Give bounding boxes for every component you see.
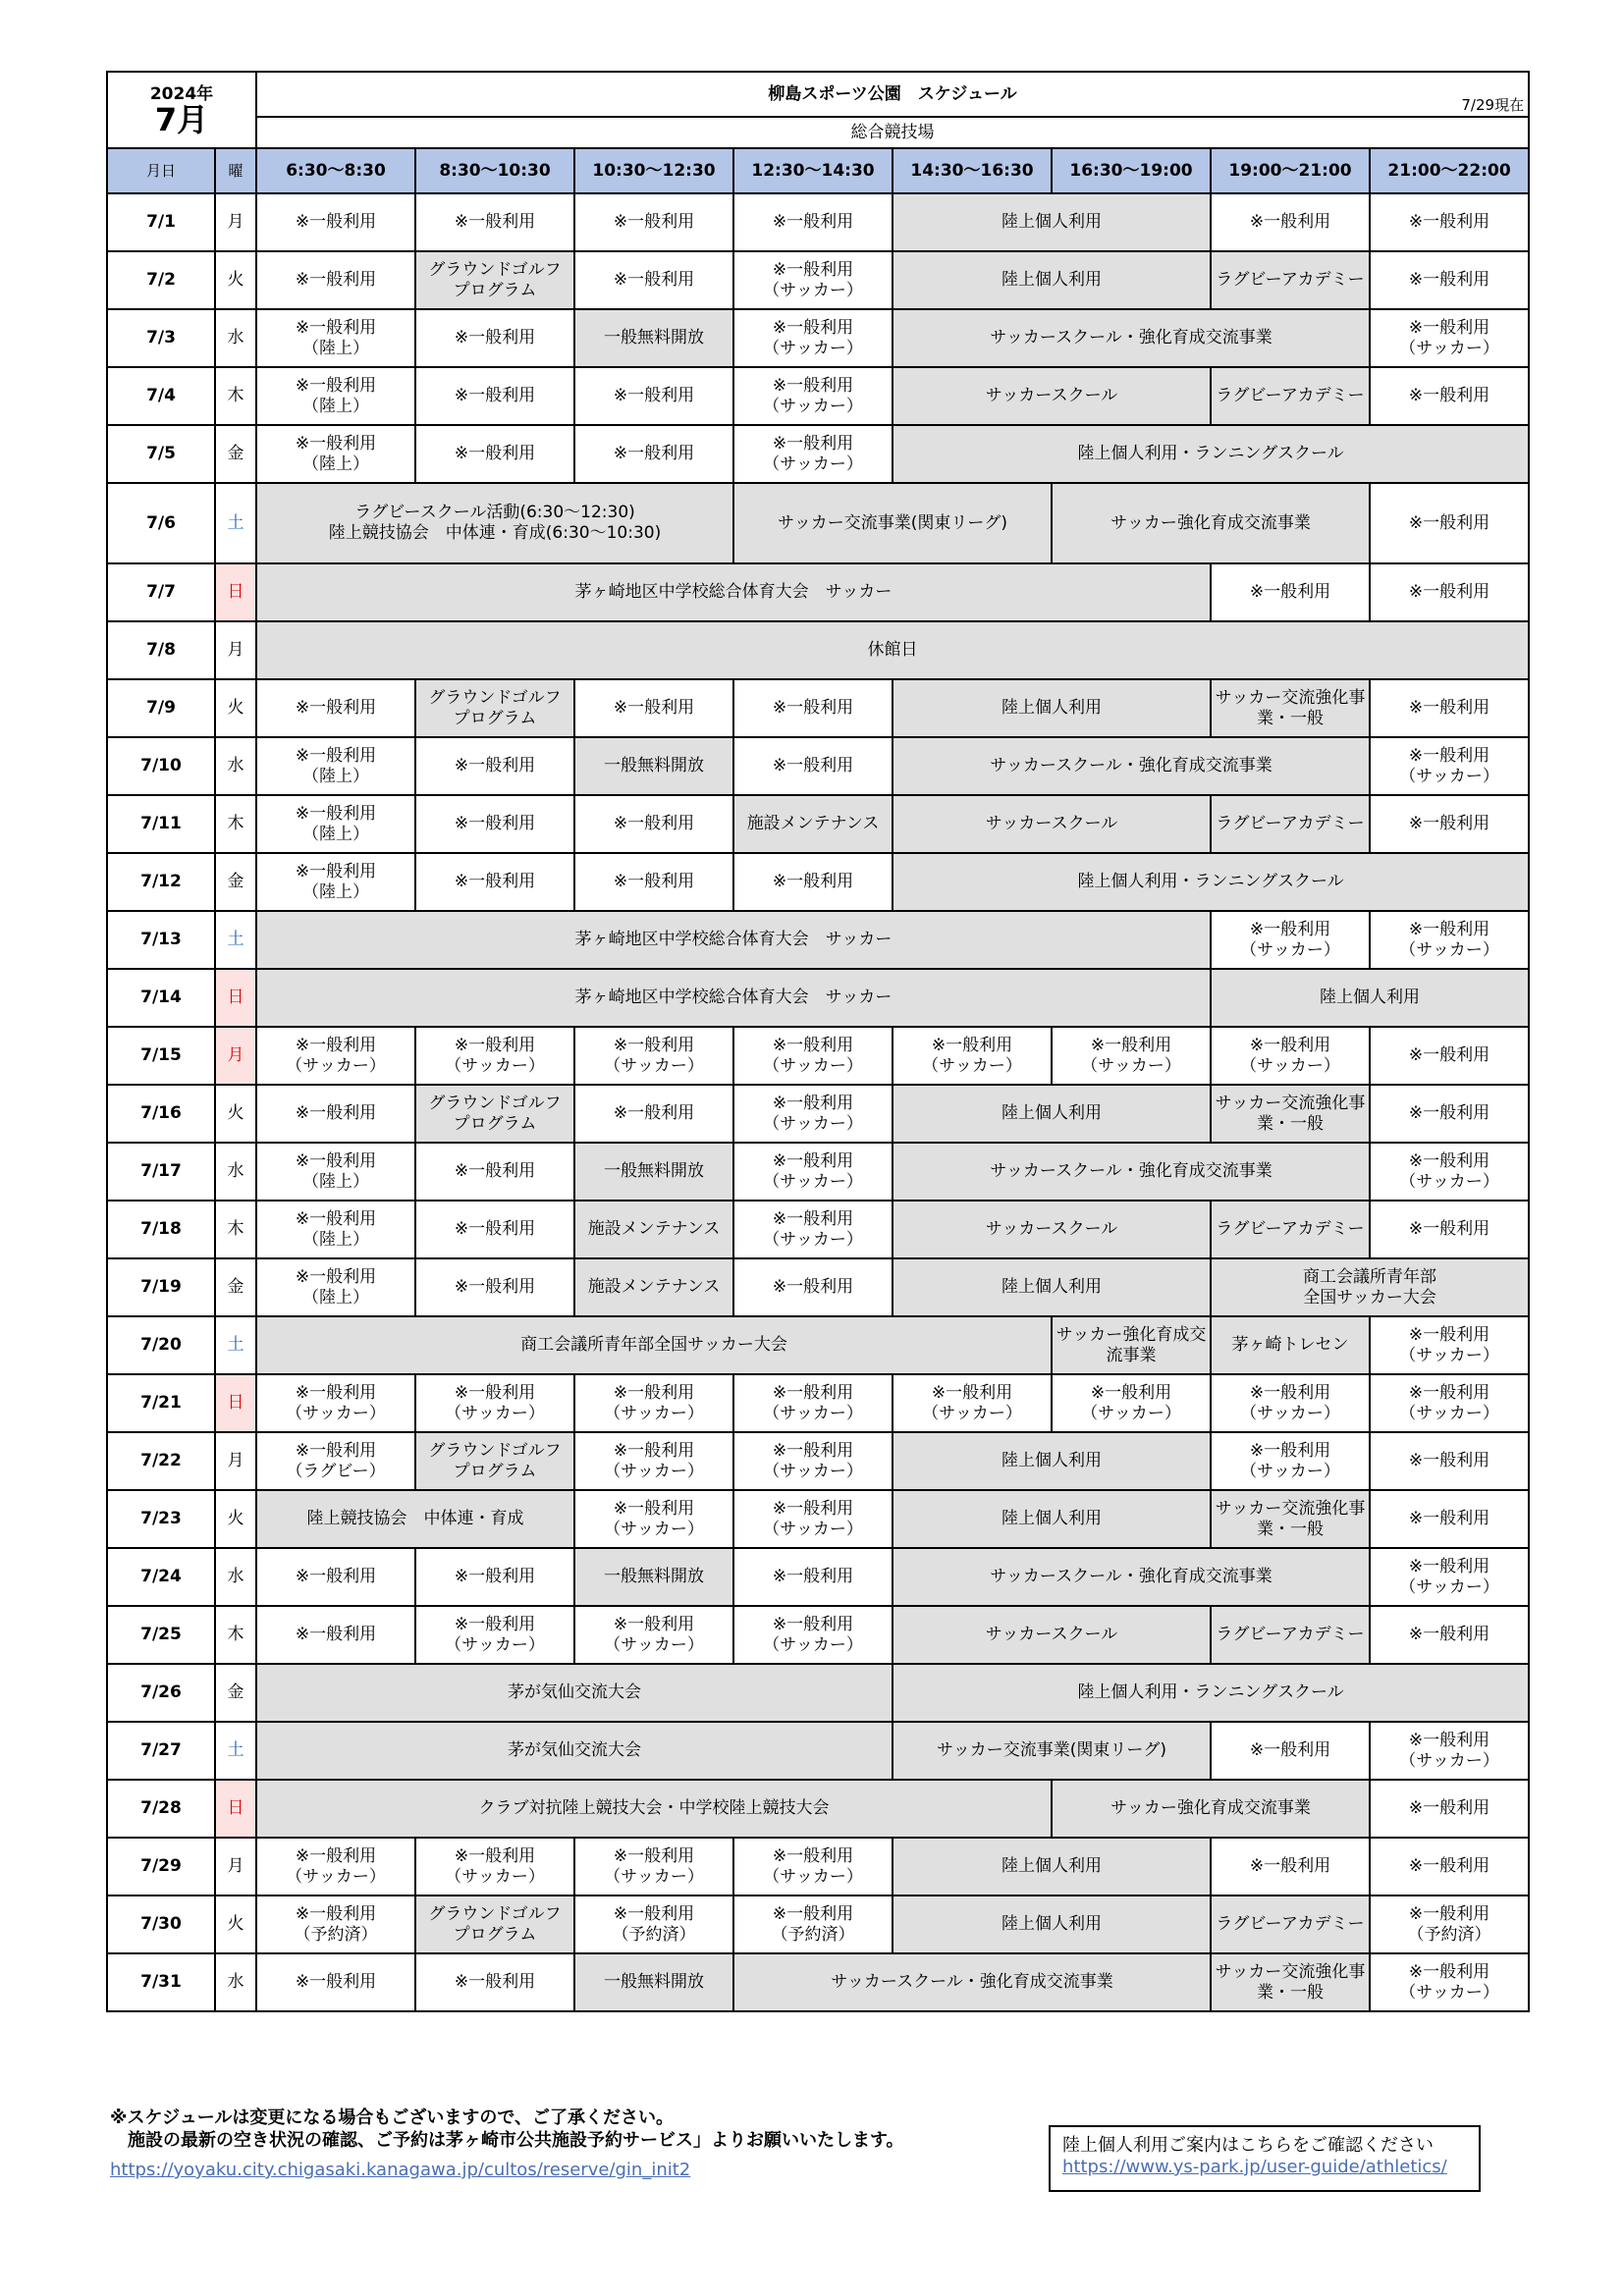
row-date: 7/17 (107, 1143, 215, 1201)
schedule-cell: ラグビーアカデミー (1211, 367, 1370, 425)
row-date: 7/4 (107, 367, 215, 425)
schedule-cell: サッカースクール (893, 1201, 1211, 1258)
schedule-cell: ※一般利用 （サッカー） (574, 1374, 733, 1432)
schedule-cell: ※一般利用 (733, 1258, 893, 1316)
schedule-cell: ※一般利用 （サッカー） (733, 309, 893, 367)
schedule-cell: 商工会議所青年部全国サッカー大会 (256, 1316, 1052, 1374)
schedule-cell: ※一般利用 (1370, 367, 1529, 425)
schedule-cell: 陸上個人利用 (893, 1432, 1211, 1490)
schedule-row (107, 795, 1529, 853)
schedule-cell: 陸上個人利用 (893, 1085, 1211, 1143)
schedule-cell: ※一般利用 （サッカー） (1211, 1432, 1370, 1490)
schedule-cell: ※一般利用 （サッカー） (256, 1838, 415, 1896)
row-date: 7/30 (107, 1896, 215, 1953)
title-text: 柳島スポーツ公園 スケジュール (768, 83, 1017, 104)
schedule-cell: サッカー強化育成交流事業 (1052, 1780, 1370, 1838)
schedule-cell: サッカー交流強化事業・一般 (1211, 1085, 1370, 1143)
row-weekday: 月 (215, 621, 256, 679)
row-weekday: 水 (215, 1548, 256, 1606)
row-date: 7/11 (107, 795, 215, 853)
schedule-cell: ※一般利用 （サッカー） (574, 1432, 733, 1490)
schedule-cell: ※一般利用 (574, 251, 733, 309)
schedule-cell: 一般無料開放 (574, 1548, 733, 1606)
schedule-cell: ※一般利用 (733, 679, 893, 737)
schedule-cell: 一般無料開放 (574, 737, 733, 795)
schedule-cell: 一般無料開放 (574, 309, 733, 367)
schedule-cell: ラグビースクール活動(6:30～12:30) 陸上競技協会 中体連・育成(6:30～10:30) (256, 483, 733, 563)
schedule-cell: ※一般利用 （サッカー） (415, 1606, 574, 1664)
schedule-cell: ※一般利用 （サッカー） (733, 1490, 893, 1548)
row-weekday: 火 (215, 1896, 256, 1953)
row-date: 7/28 (107, 1780, 215, 1838)
facility-name: 総合競技場 (256, 117, 1529, 148)
schedule-cell: ※一般利用 （陸上） (256, 853, 415, 911)
schedule-row (107, 1896, 1529, 1953)
schedule-cell: ※一般利用 (256, 679, 415, 737)
schedule-cell: ※一般利用 （陸上） (256, 367, 415, 425)
row-weekday: 火 (215, 679, 256, 737)
row-date: 7/9 (107, 679, 215, 737)
header-slot: 6:30～8:30 (256, 148, 415, 193)
schedule-row (107, 367, 1529, 425)
row-date: 7/19 (107, 1258, 215, 1316)
schedule-cell: 陸上個人利用 (893, 1258, 1211, 1316)
schedule-cell: ※一般利用 （サッカー） (733, 1432, 893, 1490)
schedule-cell: ※一般利用 （サッカー） (1211, 1027, 1370, 1085)
schedule-cell: ※一般利用 (1370, 1085, 1529, 1143)
schedule-cell: ※一般利用 （サッカー） (733, 1201, 893, 1258)
row-date: 7/26 (107, 1664, 215, 1722)
row-date: 7/14 (107, 969, 215, 1027)
schedule-cell: 一般無料開放 (574, 1143, 733, 1201)
schedule-cell: 休館日 (256, 621, 1529, 679)
schedule-cell: ※一般利用 （陸上） (256, 425, 415, 483)
row-date: 7/22 (107, 1432, 215, 1490)
schedule-cell: ※一般利用 （サッカー） (415, 1374, 574, 1432)
schedule-row (107, 193, 1529, 251)
schedule-cell: ※一般利用 (415, 1201, 574, 1258)
schedule-cell: ※一般利用 （サッカー） (1211, 1374, 1370, 1432)
row-date: 7/2 (107, 251, 215, 309)
schedule-cell: 茅ヶ崎地区中学校総合体育大会 サッカー (256, 969, 1211, 1027)
schedule-cell: ※一般利用 （サッカー） (574, 1027, 733, 1085)
schedule-cell: ※一般利用 (256, 1953, 415, 2011)
schedule-cell: ※一般利用 （陸上） (256, 1143, 415, 1201)
schedule-cell: 施設メンテナンス (733, 795, 893, 853)
schedule-cell: グラウンドゴルフ プログラム (415, 1432, 574, 1490)
schedule-cell: ※一般利用 (1370, 679, 1529, 737)
schedule-cell: 茅ヶ崎トレセン (1211, 1316, 1370, 1374)
header-slot: 21:00～22:00 (1370, 148, 1529, 193)
row-weekday: 土 (215, 1316, 256, 1374)
schedule-cell: 施設メンテナンス (574, 1258, 733, 1316)
schedule-cell: ※一般利用 （サッカー） (733, 1838, 893, 1896)
schedule-cell: ※一般利用 （サッカー） (1052, 1027, 1211, 1085)
schedule-cell: 陸上個人利用・ランニングスクール (893, 425, 1529, 483)
schedule-cell: ラグビーアカデミー (1211, 1606, 1370, 1664)
schedule-cell: サッカー交流事業(関東リーグ) (733, 483, 1052, 563)
row-weekday: 金 (215, 425, 256, 483)
row-date: 7/13 (107, 911, 215, 969)
schedule-row (107, 853, 1529, 911)
schedule-row (107, 1316, 1529, 1374)
schedule-cell: ※一般利用 （サッカー） (1370, 309, 1529, 367)
schedule-row (107, 621, 1529, 679)
schedule-row (107, 251, 1529, 309)
schedule-cell: 茅ヶ崎地区中学校総合体育大会 サッカー (256, 563, 1211, 621)
schedule-cell: 陸上個人利用 (893, 679, 1211, 737)
schedule-cell: ※一般利用 （陸上） (256, 1201, 415, 1258)
schedule-cell: 陸上個人利用 (893, 193, 1211, 251)
row-weekday: 土 (215, 1722, 256, 1780)
row-date: 7/8 (107, 621, 215, 679)
schedule-cell: ※一般利用 （サッカー） (574, 1838, 733, 1896)
schedule-cell: ※一般利用 (1370, 795, 1529, 853)
schedule-cell: ※一般利用 （予約済） (1370, 1896, 1529, 1953)
schedule-row (107, 1953, 1529, 2011)
schedule-row (107, 563, 1529, 621)
schedule-cell: 陸上個人利用 (893, 1490, 1211, 1548)
schedule-cell: ※一般利用 (415, 309, 574, 367)
schedule-cell: ※一般利用 (1370, 1490, 1529, 1548)
row-weekday: 水 (215, 1953, 256, 2011)
schedule-cell: 茅ヶ崎地区中学校総合体育大会 サッカー (256, 911, 1211, 969)
schedule-cell: ※一般利用 (733, 853, 893, 911)
row-date: 7/24 (107, 1548, 215, 1606)
year-month-cell (107, 72, 256, 148)
schedule-cell: ※一般利用 （サッカー） (733, 251, 893, 309)
schedule-cell: 陸上個人利用 (893, 1896, 1211, 1953)
schedule-row (107, 1201, 1529, 1258)
schedule-cell: ※一般利用 （サッカー） (1370, 1374, 1529, 1432)
row-date: 7/25 (107, 1606, 215, 1664)
schedule-row (107, 309, 1529, 367)
schedule-cell: ※一般利用 (574, 367, 733, 425)
schedule-cell: ※一般利用 （サッカー） (415, 1838, 574, 1896)
schedule-cell: ※一般利用 （予約済） (256, 1896, 415, 1953)
row-weekday: 土 (215, 483, 256, 563)
month-label: 7月 (154, 101, 209, 139)
row-date: 7/20 (107, 1316, 215, 1374)
row-weekday: 火 (215, 251, 256, 309)
schedule-cell: 陸上個人利用・ランニングスクール (893, 1664, 1529, 1722)
row-date: 7/10 (107, 737, 215, 795)
schedule-cell: 陸上競技協会 中体連・育成 (256, 1490, 574, 1548)
schedule-cell: ※一般利用 （陸上） (256, 737, 415, 795)
schedule-cell: ※一般利用 （サッカー） (1211, 911, 1370, 969)
schedule-cell: ※一般利用 (574, 193, 733, 251)
schedule-cell: 陸上個人利用 (1211, 969, 1529, 1027)
schedule-cell: ラグビーアカデミー (1211, 795, 1370, 853)
schedule-cell: サッカースクール・強化育成交流事業 (733, 1953, 1211, 2011)
schedule-cell: 一般無料開放 (574, 1953, 733, 2011)
schedule-cell: ※一般利用 (1211, 563, 1370, 621)
schedule-cell: ※一般利用 (415, 1548, 574, 1606)
schedule-cell: ※一般利用 (574, 853, 733, 911)
schedule-cell: ※一般利用 （サッカー） (1370, 1953, 1529, 2011)
row-weekday: 水 (215, 1143, 256, 1201)
row-weekday: 金 (215, 853, 256, 911)
schedule-cell: ※一般利用 （サッカー） (1370, 1316, 1529, 1374)
schedule-cell: ※一般利用 (1370, 1432, 1529, 1490)
schedule-cell: ※一般利用 （サッカー） (256, 1374, 415, 1432)
schedule-cell: ※一般利用 （サッカー） (1370, 1143, 1529, 1201)
schedule-cell: ※一般利用 (415, 1143, 574, 1201)
row-weekday: 木 (215, 1606, 256, 1664)
schedule-cell: ※一般利用 (1211, 1838, 1370, 1896)
schedule-cell: ※一般利用 (1370, 1201, 1529, 1258)
row-weekday: 火 (215, 1085, 256, 1143)
info-box-text: 陸上個人利用ご案内はこちらをご確認ください (1062, 2135, 1434, 2156)
schedule-cell: ※一般利用 （サッカー） (733, 1143, 893, 1201)
schedule-cell: 茅が気仙交流大会 (256, 1664, 893, 1722)
schedule-cell: ※一般利用 (256, 1606, 415, 1664)
schedule-cell: ※一般利用 （予約済） (733, 1896, 893, 1953)
header-slot: 14:30～16:30 (893, 148, 1052, 193)
schedule-cell: グラウンドゴルフ プログラム (415, 1896, 574, 1953)
schedule-table (106, 71, 1530, 2012)
schedule-cell: ※一般利用 (1370, 1027, 1529, 1085)
schedule-row (107, 1722, 1529, 1780)
row-date: 7/7 (107, 563, 215, 621)
athletics-info-box (1049, 2125, 1481, 2192)
schedule-row (107, 1027, 1529, 1085)
schedule-cell: ※一般利用 (1370, 1838, 1529, 1896)
row-weekday: 金 (215, 1664, 256, 1722)
header-slot: 10:30～12:30 (574, 148, 733, 193)
header-slot: 16:30～19:00 (1052, 148, 1211, 193)
schedule-cell: ※一般利用 (415, 1258, 574, 1316)
schedule-cell: 陸上個人利用・ランニングスクール (893, 853, 1529, 911)
row-weekday: 日 (215, 1374, 256, 1432)
schedule-row (107, 1432, 1529, 1490)
schedule-cell: ※一般利用 (1370, 483, 1529, 563)
footer-notes (110, 2107, 904, 2153)
schedule-cell: ※一般利用 （サッカー） (893, 1374, 1052, 1432)
row-weekday: 木 (215, 367, 256, 425)
schedule-cell: 施設メンテナンス (574, 1201, 733, 1258)
row-weekday: 水 (215, 737, 256, 795)
schedule-cell: ※一般利用 (574, 795, 733, 853)
row-weekday: 水 (215, 309, 256, 367)
schedule-cell: ※一般利用 (1370, 1780, 1529, 1838)
schedule-cell: 陸上個人利用 (893, 251, 1211, 309)
schedule-cell: 陸上個人利用 (893, 1838, 1211, 1896)
schedule-cell: サッカースクール・強化育成交流事業 (893, 309, 1370, 367)
schedule-row (107, 483, 1529, 563)
schedule-cell: ※一般利用 (1370, 251, 1529, 309)
footer-note-1: ※スケジュールは変更になる場合もございますので、ご了承ください。 (110, 2108, 675, 2128)
schedule-cell: ※一般利用 (1211, 193, 1370, 251)
schedule-cell: サッカースクール・強化育成交流事業 (893, 1548, 1370, 1606)
schedule-cell: ※一般利用 (1370, 1606, 1529, 1664)
schedule-cell: ラグビーアカデミー (1211, 251, 1370, 309)
schedule-cell: ※一般利用 (415, 795, 574, 853)
row-date: 7/21 (107, 1374, 215, 1432)
row-date: 7/31 (107, 1953, 215, 2011)
schedule-cell: ※一般利用 （サッカー） (574, 1606, 733, 1664)
schedule-cell: ※一般利用 （サッカー） (733, 1374, 893, 1432)
schedule-cell: ※一般利用 (1211, 1722, 1370, 1780)
schedule-cell: ※一般利用 （サッカー） (733, 425, 893, 483)
row-weekday: 月 (215, 1432, 256, 1490)
schedule-row (107, 1664, 1529, 1722)
header-slot: 19:00～21:00 (1211, 148, 1370, 193)
schedule-row (107, 1085, 1529, 1143)
header-slot: 8:30～10:30 (415, 148, 574, 193)
schedule-cell: サッカースクール (893, 795, 1211, 853)
schedule-cell: グラウンドゴルフ プログラム (415, 679, 574, 737)
row-date: 7/12 (107, 853, 215, 911)
row-date: 7/15 (107, 1027, 215, 1085)
row-date: 7/27 (107, 1722, 215, 1780)
year-label: 2024年 (149, 83, 214, 104)
schedule-cell: サッカースクール・強化育成交流事業 (893, 737, 1370, 795)
column-header-row (107, 148, 1529, 193)
schedule-cell: サッカースクール (893, 1606, 1211, 1664)
schedule-cell: ※一般利用 （サッカー） (1370, 1722, 1529, 1780)
row-weekday: 月 (215, 1027, 256, 1085)
schedule-cell: サッカースクール・強化育成交流事業 (893, 1143, 1370, 1201)
schedule-cell: サッカー交流事業(関東リーグ) (893, 1722, 1211, 1780)
schedule-cell: ※一般利用 (415, 853, 574, 911)
schedule-cell: ※一般利用 （サッカー） (256, 1027, 415, 1085)
schedule-row (107, 425, 1529, 483)
schedule-cell: ※一般利用 (733, 737, 893, 795)
schedule-cell: ※一般利用 （陸上） (256, 795, 415, 853)
schedule-cell: サッカー交流強化事業・一般 (1211, 1953, 1370, 2011)
reservation-link[interactable]: https://yoyaku.city.chigasaki.kanagawa.jp/cultos/reserve/gin_init2 (110, 2160, 691, 2180)
row-weekday: 日 (215, 1780, 256, 1838)
schedule-cell: サッカー交流強化事業・一般 (1211, 679, 1370, 737)
schedule-row (107, 1374, 1529, 1432)
schedule-cell: ※一般利用 (415, 737, 574, 795)
schedule-cell: グラウンドゴルフ プログラム (415, 251, 574, 309)
schedule-row (107, 1258, 1529, 1316)
schedule-cell: サッカー交流強化事業・一般 (1211, 1490, 1370, 1548)
schedule-cell: クラブ対抗陸上競技大会・中学校陸上競技大会 (256, 1780, 1052, 1838)
row-date: 7/1 (107, 193, 215, 251)
schedule-cell: ※一般利用 （サッカー） (415, 1027, 574, 1085)
schedule-row (107, 1490, 1529, 1548)
schedule-cell: ※一般利用 (256, 1085, 415, 1143)
row-date: 7/3 (107, 309, 215, 367)
schedule-cell: ※一般利用 (415, 367, 574, 425)
row-date: 7/18 (107, 1201, 215, 1258)
schedule-cell: ※一般利用 (574, 1085, 733, 1143)
schedule-row (107, 911, 1529, 969)
schedule-cell: ラグビーアカデミー (1211, 1896, 1370, 1953)
schedule-row (107, 1143, 1529, 1201)
row-date: 7/23 (107, 1490, 215, 1548)
header-date: 月日 (107, 148, 215, 193)
schedule-cell: ※一般利用 (1370, 193, 1529, 251)
schedule-cell: ※一般利用 (574, 679, 733, 737)
schedule-cell: サッカー強化育成交流事業 (1052, 483, 1370, 563)
schedule-cell: ※一般利用 （サッカー） (1052, 1374, 1211, 1432)
row-weekday: 金 (215, 1258, 256, 1316)
schedule-cell: ※一般利用 (733, 193, 893, 251)
page-title (256, 72, 1529, 117)
schedule-cell: ※一般利用 （サッカー） (733, 1606, 893, 1664)
schedule-cell: グラウンドゴルフ プログラム (415, 1085, 574, 1143)
schedule-cell: ※一般利用 (1370, 563, 1529, 621)
row-weekday: 日 (215, 563, 256, 621)
row-weekday: 土 (215, 911, 256, 969)
schedule-cell: ※一般利用 （サッカー） (733, 367, 893, 425)
schedule-cell: ※一般利用 (415, 425, 574, 483)
schedule-cell: ※一般利用 (256, 1548, 415, 1606)
as-of-date: 7/29現在 (1461, 95, 1525, 114)
row-weekday: 月 (215, 193, 256, 251)
schedule-cell: ※一般利用 （サッカー） (1370, 737, 1529, 795)
schedule-row (107, 1606, 1529, 1664)
schedule-cell: ※一般利用 （サッカー） (733, 1085, 893, 1143)
schedule-row (107, 1838, 1529, 1896)
schedule-cell: ※一般利用 (574, 425, 733, 483)
schedule-cell: ※一般利用 （予約済） (574, 1896, 733, 1953)
row-weekday: 木 (215, 795, 256, 853)
schedule-cell: ※一般利用 (256, 193, 415, 251)
athletics-guide-link[interactable]: https://www.ys-park.jp/user-guide/athletics/ (1062, 2157, 1447, 2177)
schedule-cell: サッカー強化育成交流事業 (1052, 1316, 1211, 1374)
row-weekday: 月 (215, 1838, 256, 1896)
header-slot: 12:30～14:30 (733, 148, 893, 193)
schedule-cell: ※一般利用 （サッカー） (1370, 911, 1529, 969)
schedule-row (107, 969, 1529, 1027)
footer-note-2: 施設の最新の空き状況の確認、ご予約は茅ヶ崎市公共施設予約サービス」よりお願いいたします。 (110, 2130, 904, 2152)
row-weekday: 木 (215, 1201, 256, 1258)
schedule-cell: ※一般利用 (415, 1953, 574, 2011)
row-weekday: 火 (215, 1490, 256, 1548)
schedule-cell: ※一般利用 （サッカー） (893, 1027, 1052, 1085)
schedule-cell: サッカースクール (893, 367, 1211, 425)
schedule-cell: ※一般利用 (733, 1548, 893, 1606)
header-weekday: 曜 (215, 148, 256, 193)
schedule-row (107, 1548, 1529, 1606)
schedule-cell: ラグビーアカデミー (1211, 1201, 1370, 1258)
schedule-cell: ※一般利用 (256, 251, 415, 309)
schedule-cell: ※一般利用 (415, 193, 574, 251)
schedule-cell: 商工会議所青年部 全国サッカー大会 (1211, 1258, 1529, 1316)
row-date: 7/5 (107, 425, 215, 483)
row-date: 7/29 (107, 1838, 215, 1896)
row-weekday: 日 (215, 969, 256, 1027)
schedule-cell: ※一般利用 （サッカー） (733, 1027, 893, 1085)
schedule-cell: 茅が気仙交流大会 (256, 1722, 893, 1780)
schedule-row (107, 737, 1529, 795)
schedule-row (107, 679, 1529, 737)
schedule-cell: ※一般利用 （サッカー） (1370, 1548, 1529, 1606)
row-date: 7/6 (107, 483, 215, 563)
schedule-cell: ※一般利用 （陸上） (256, 309, 415, 367)
schedule-cell: ※一般利用 （ラグビー） (256, 1432, 415, 1490)
schedule-cell: ※一般利用 （サッカー） (574, 1490, 733, 1548)
schedule-row (107, 1780, 1529, 1838)
schedule-cell: ※一般利用 （陸上） (256, 1258, 415, 1316)
row-date: 7/16 (107, 1085, 215, 1143)
